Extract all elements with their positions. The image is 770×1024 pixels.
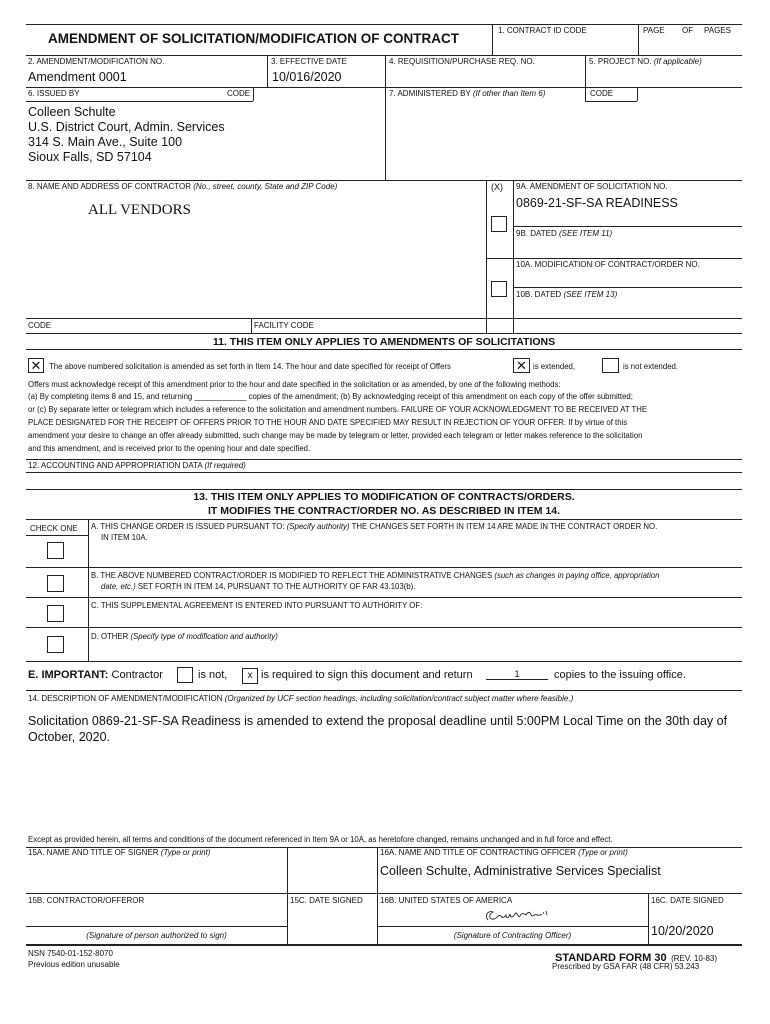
item13-heading-1: 13. THIS ITEM ONLY APPLIES TO MODIFICATION OF CONTRACTS/ORDERS. (193, 491, 575, 503)
is-not-label: is not, (198, 669, 228, 681)
pages-label: PAGES (704, 26, 731, 35)
item9b-text: 9B. DATED (516, 229, 557, 238)
item11-paragraph-line: Offers must acknowledge receipt of this amendment prior to the hour and date specified in the solicitation or as amended, by one of the following methods: (28, 380, 561, 389)
above-numbered-checkbox[interactable] (28, 358, 44, 373)
s16c-label: 16C. DATE SIGNED (651, 896, 724, 905)
form-title: AMENDMENT OF SOLICITATION/MODIFICATION OF CONTRACT (48, 31, 459, 46)
item11-paragraph-line: amendment your desire to change an offer already submitted, such change may be made by telegram or letter, provided each telegram or letter makes reference to the solicitation (28, 431, 643, 440)
administered-code-label: CODE (590, 89, 614, 98)
row-divider (26, 349, 742, 350)
previous-edition-text: Previous edition unusable (28, 960, 120, 969)
issuer-line: Sioux Falls, SD 57104 (28, 150, 152, 164)
is-required-checkbox[interactable] (242, 668, 258, 684)
item13b-post: SET FORTH IN ITEM 14, PURSUANT TO THE AUTHORITY OF FAR 43.103(b). (137, 582, 416, 591)
item14-description-line[interactable]: Solicitation 0869-21-SF-SA Readiness is amended to extend the proposal deadline until 5:00PM Local Time on the 30th day of (28, 714, 728, 728)
is-not-checkbox[interactable] (177, 667, 193, 683)
row-divider (26, 180, 742, 181)
contractor-code-label: CODE (28, 321, 52, 330)
important-contractor: Contractor (111, 669, 163, 681)
s16a-text: 16A. NAME AND TITLE OF CONTRACTING OFFICER (380, 848, 576, 857)
check-x-icon: ✕ (516, 358, 527, 373)
item9b-suffix: (SEE ITEM 11) (558, 229, 613, 238)
row-divider (26, 567, 742, 568)
amendment-no-value[interactable]: Amendment 0001 (28, 70, 127, 84)
item11-paragraph-line: or (c) By separate letter or telegram which includes a reference to the solicitation and amendment numbers. FAILURE OF YOUR ACKNOWLEDGMENT TO BE RECEIVED AT THE (28, 405, 648, 414)
of-label: OF (682, 26, 694, 35)
standard-form-text: STANDARD FORM 30 (555, 952, 667, 964)
not-extended-checkbox[interactable] (602, 358, 619, 373)
item14-footer-note: Except as provided herein, all terms and conditions of the document referenced in Item 9A or 10A, as heretofore changed, remains unchanged and in full force and effect. (28, 835, 613, 844)
s15c-label: 15C. DATE SIGNED (290, 896, 363, 905)
item13b-line2 (101, 582, 415, 592)
administered-by-suffix: (If other than Item 6) (472, 89, 546, 98)
project-no-label (589, 57, 702, 67)
row-divider (26, 627, 742, 628)
bottom-border (26, 944, 742, 946)
not-extended-label: is not extended. (623, 362, 679, 371)
col-divider (88, 519, 89, 661)
s16a-suffix: (Type or print) (578, 848, 628, 857)
col-divider (251, 318, 252, 333)
row-divider (585, 101, 637, 102)
item13d-it: (Specify type of modification and authority) (130, 632, 278, 641)
item10b-label (516, 290, 617, 300)
item13b-it2: date, etc.) (101, 582, 136, 591)
row-divider (26, 333, 742, 334)
row-divider (26, 893, 742, 894)
s15b-label: 15B. CONTRACTOR/OFFEROR (28, 896, 145, 905)
s15b-caption: (Signature of person authorized to sign) (86, 931, 227, 940)
col-divider (585, 87, 586, 101)
row-divider (26, 87, 742, 88)
col-divider (513, 180, 514, 333)
contracting-officer-signature (482, 906, 552, 926)
item13b-checkbox[interactable] (47, 575, 64, 592)
check-one-label: CHECK ONE (30, 524, 78, 533)
effective-date-label: 3. EFFECTIVE DATE (271, 57, 347, 66)
check-x-icon: x (247, 670, 253, 681)
x-column-label: (X) (491, 182, 503, 192)
s16b-label: 16B. UNITED STATES OF AMERICA (380, 896, 513, 905)
item10a-label: 10A. MODIFICATION OF CONTRACT/ORDER NO. (516, 260, 700, 269)
item13b-line1 (91, 571, 659, 581)
row-divider (26, 926, 287, 927)
contractor-label-suffix: (No., street, county, State and ZIP Code) (193, 182, 338, 191)
row-divider (26, 459, 742, 460)
row-divider (26, 535, 88, 536)
item9a-label: 9A. AMENDMENT OF SOLICITATION NO. (516, 182, 668, 191)
item13c-checkbox[interactable] (47, 605, 64, 622)
col-divider (377, 847, 378, 944)
item13a-checkbox[interactable] (47, 542, 64, 559)
item13a-it: (Specify authority) (286, 522, 350, 531)
row-divider (26, 597, 742, 598)
item13a-line1 (91, 522, 657, 532)
requisition-label: 4. REQUISITION/PURCHASE REQ. NO. (389, 57, 535, 66)
issuer-line: U.S. District Court, Admin. Services (28, 120, 225, 134)
page-label: PAGE (643, 26, 665, 35)
is-required-label: is required to sign this document and return (261, 669, 473, 681)
s15a-label (28, 848, 210, 858)
contract-id-label: 1. CONTRACT ID CODE (498, 26, 587, 35)
row-divider (26, 489, 742, 490)
item11-paragraph-line: PLACE DESIGNATED FOR THE RECEIPT OF OFFERS PRIOR TO THE HOUR AND DATE SPECIFIED MAY RESULT IN REJECTION OF YOUR OFFER. If by virtue of this (28, 418, 628, 427)
row-divider (26, 519, 742, 520)
s16b-caption: (Signature of Contracting Officer) (453, 931, 572, 940)
top-border (26, 24, 742, 25)
important-label: E. IMPORTANT: (28, 669, 109, 681)
item12-text: 12. ACCOUNTING AND APPROPRIATION DATA (28, 461, 203, 470)
extended-checkbox[interactable] (513, 358, 530, 373)
item11-line1: The above numbered solicitation is amended as set forth in Item 14. The hour and date specified for receipt of Offers (49, 362, 451, 371)
signature-scribble-icon (482, 906, 552, 926)
issuer-line: 314 S. Main Ave., Suite 100 (28, 135, 183, 149)
copies-field[interactable]: 1 (486, 669, 548, 680)
contractor-label (28, 182, 337, 192)
effective-date-value[interactable]: 10/016/2020 (272, 70, 342, 84)
col-divider (585, 55, 586, 87)
col-divider (648, 893, 649, 944)
administered-by-label (389, 89, 545, 99)
item10-checkbox[interactable] (491, 281, 507, 297)
check-x-icon: ✕ (30, 358, 42, 373)
col-divider (492, 24, 493, 55)
issued-by-label: 6. ISSUED BY (28, 89, 80, 98)
row-divider (26, 55, 742, 56)
item14-label (28, 694, 573, 704)
extended-label: is extended, (533, 362, 576, 371)
col-divider (253, 87, 254, 101)
row-divider (377, 926, 648, 927)
row-divider (26, 472, 742, 473)
item9b-label (516, 229, 612, 239)
issuer-line: Colleen Schulte (28, 105, 116, 119)
item12-suffix: (If required) (204, 461, 246, 470)
amendment-no-label: 2. AMENDMENT/MODIFICATION NO. (28, 57, 165, 66)
item13b-it: (such as changes in paying office, appropriation (494, 571, 660, 580)
item13a-post: THE CHANGES SET FORTH IN ITEM 14 ARE MADE IN THE CONTRACT ORDER NO. (351, 522, 658, 531)
col-divider (385, 55, 386, 180)
item11-paragraph-line: and this amendment, and is received prior to the opening hour and date specified. (28, 444, 311, 453)
copies-suffix: copies to the issuing office. (554, 669, 686, 681)
s16a-label (380, 848, 628, 858)
item11-heading: 11. THIS ITEM ONLY APPLIES TO AMENDMENTS OF SOLICITATIONS (212, 336, 556, 348)
item12-label (28, 461, 246, 471)
item13a-pre: A. THIS CHANGE ORDER IS ISSUED PURSUANT TO: (91, 522, 285, 531)
row-divider (26, 101, 253, 102)
contractor-label-text: 8. NAME AND ADDRESS OF CONTRACTOR (28, 182, 191, 191)
issued-by-code-label: CODE (227, 89, 251, 98)
item13d-line (91, 632, 278, 642)
s16c-value[interactable]: 10/20/2020 (651, 924, 714, 938)
project-no-suffix: (If applicable) (653, 57, 702, 66)
col-divider (486, 180, 487, 333)
s15a-text: 15A. NAME AND TITLE OF SIGNER (28, 848, 159, 857)
s15a-suffix: (Type or print) (160, 848, 211, 857)
row-divider (26, 661, 742, 662)
col-divider (267, 55, 268, 87)
row-divider (486, 258, 742, 259)
col-divider (287, 847, 288, 944)
administered-by-text: 7. ADMINISTERED BY (389, 89, 471, 98)
prescribed-text: Prescribed by GSA FAR (48 CFR) 53.243 (552, 962, 700, 971)
item14-description-line[interactable]: October, 2020. (28, 730, 111, 744)
item9a-value[interactable]: 0869-21-SF-SA READINESS (516, 196, 678, 210)
row-divider (26, 318, 742, 319)
item11-paragraph-line: (a) By completing items 8 and 15, and returning ____________ copies of the amendment; (b) By acknowledging receipt of this amendment on each copy of the offer submitted; (28, 392, 633, 401)
important-row (28, 669, 163, 681)
item13a-line2: IN ITEM 10A. (101, 533, 148, 542)
item13c-line: C. THIS SUPPLEMENTAL AGREEMENT IS ENTERED INTO PURSUANT TO AUTHORITY OF: (91, 601, 423, 610)
item13-heading-2: IT MODIFIES THE CONTRACT/ORDER NO. AS DESCRIBED IN ITEM 14. (208, 505, 560, 517)
item13d-checkbox[interactable] (47, 636, 64, 653)
item14-text: 14. DESCRIPTION OF AMENDMENT/MODIFICATION (28, 694, 223, 703)
nsn-text: NSN 7540-01-152-8070 (28, 949, 113, 958)
row-divider (26, 690, 742, 691)
row-divider (513, 226, 742, 227)
standard-form-rev: (REV. 10-83) (671, 954, 718, 963)
item13d-pre: D. OTHER (91, 632, 129, 641)
s16a-value[interactable]: Colleen Schulte, Administrative Services Specialist (380, 864, 661, 878)
col-divider (637, 87, 638, 101)
row-divider (513, 287, 742, 288)
item14-suffix: (Organized by UCF section headings, including solicitation/contract subject matter where feasible.) (224, 694, 574, 703)
item9-checkbox[interactable] (491, 216, 507, 232)
item10b-suffix: (SEE ITEM 13) (563, 290, 618, 299)
project-no-text: 5. PROJECT NO. (589, 57, 652, 66)
contractor-value[interactable]: ALL VENDORS (88, 202, 191, 218)
facility-code-label: FACILITY CODE (254, 321, 314, 330)
col-divider (638, 24, 639, 55)
item13b-pre: B. THE ABOVE NUMBERED CONTRACT/ORDER IS MODIFIED TO REFLECT THE ADMINISTRATIVE CHANGES (91, 571, 493, 580)
item10b-text: 10B. DATED (516, 290, 562, 299)
